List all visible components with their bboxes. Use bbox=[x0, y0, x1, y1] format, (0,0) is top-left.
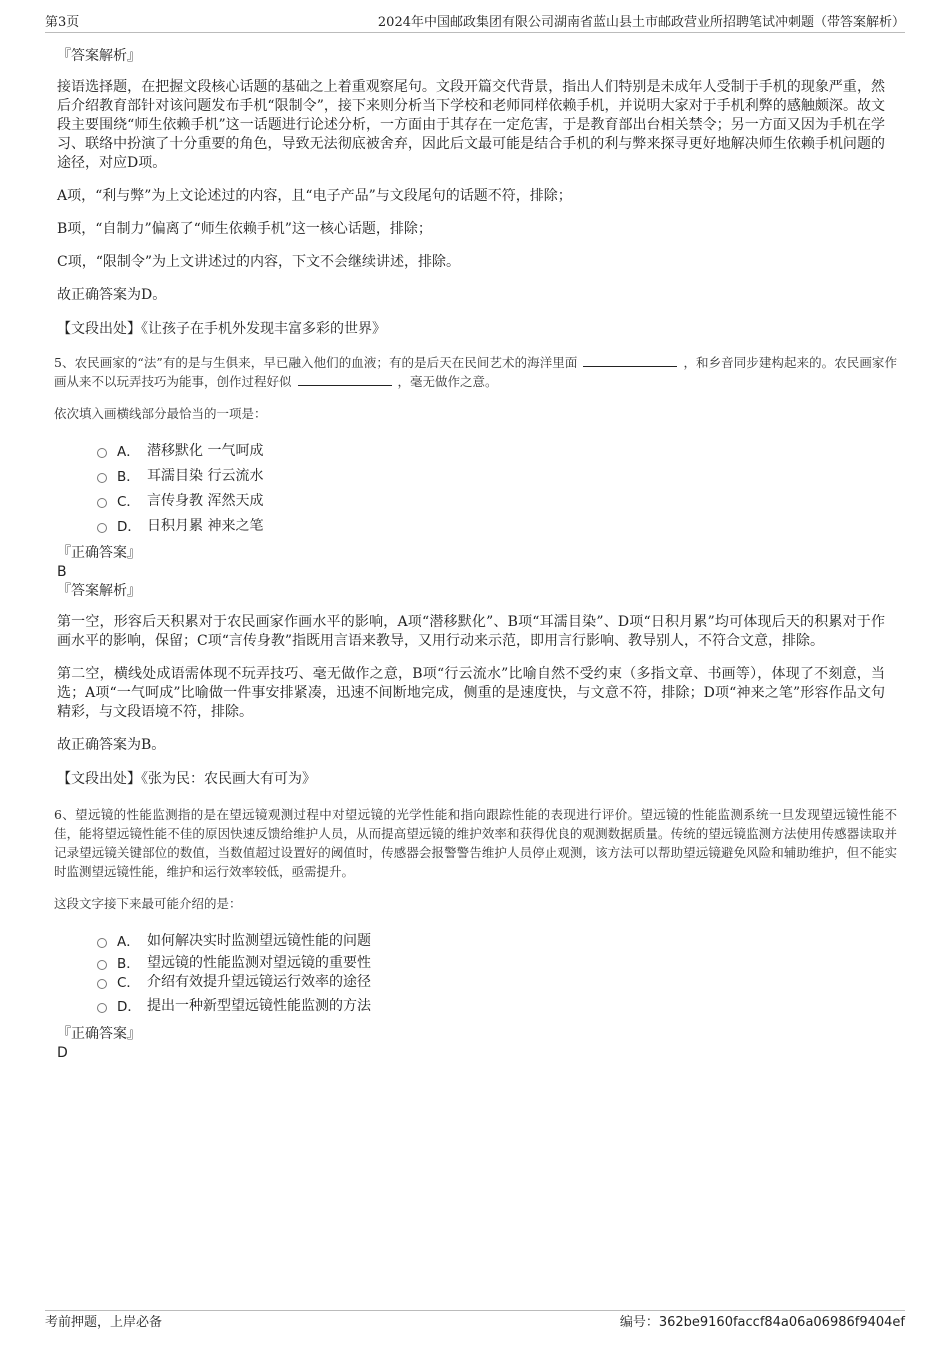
page-content bbox=[54, 46, 897, 1062]
q5-option-d[interactable] bbox=[97, 512, 897, 537]
q5-analysis-paragraph: 故正确答案为B。 bbox=[57, 737, 166, 753]
q6-options bbox=[97, 927, 897, 1020]
q4-analysis-paragraph: 故正确答案为D。 bbox=[57, 287, 167, 303]
footer-slogan: 考前押题，上岸必备 bbox=[45, 1315, 163, 1330]
q5-stem-part: ，和乡音同步建构起来的。农民画家作画从来不以玩弄技巧为能事，创作过程好似 bbox=[54, 355, 897, 389]
radio-button[interactable] bbox=[97, 498, 107, 508]
radio-button[interactable] bbox=[97, 979, 107, 989]
option-letter: C． bbox=[117, 974, 140, 991]
option-letter: C． bbox=[117, 493, 140, 510]
q5-prompt: 依次填入画横线部分最恰当的一项是： bbox=[54, 406, 267, 421]
q4-analysis-paragraph: 接语选择题，在把握文段核心话题的基础之上着重观察尾句。文段开篇交代背景，指出人们特别是未成年人受制于手机的现象严重，然后介绍教育部针对该问题发布手机“限制令”，接下来则分析当下学校和老师同样依赖手机，并说明大家对于手机利弊的感触颇深。故文段主要围绕“师生依赖手机”这一话题进行论述分析，一方面由于其存在一定危害，于是教育部出台相关禁令；另一方面又因为手机在学习、联络中扮演了十分重要的角色，导致无法彻底被舍弃，因此后文最可能是结合手机的利与弊来探寻更好地解决师生依赖手机问题的途径，对应D项。 bbox=[57, 79, 885, 171]
q5-options bbox=[97, 437, 897, 537]
q6-answer: D bbox=[57, 1045, 68, 1061]
q5-analysis-paragraph: 第二空，横线处成语需体现不玩弄技巧、毫无做作之意，B项“行云流水”比喻自然不受约束（多指文章、书画等），体现了不刻意，当选；A项“一气呵成”比喻做一件事安排紧凑，迅速不间断地完成，侧重的是速度快，与文意不符，排除；D项“神来之笔”形容作品文句精彩，与文段语境不符，排除。 bbox=[57, 666, 885, 720]
option-text: 如何解决实时监测望远镜性能的问题 bbox=[147, 932, 371, 949]
q5-option-b[interactable] bbox=[97, 462, 897, 487]
q5-stem-part: 5、农民画家的“法”有的是与生俱来，早已融入他们的血液；有的是后天在民间艺术的海洋里面 bbox=[54, 355, 578, 370]
q5-analysis-label: 『答案解析』 bbox=[57, 583, 141, 599]
option-letter: A． bbox=[117, 933, 140, 950]
q5-option-c[interactable] bbox=[97, 487, 897, 512]
document-title: 2024年中国邮政集团有限公司湖南省蓝山县土市邮政营业所招聘笔试冲刺题（带答案解析） bbox=[377, 15, 905, 30]
radio-button[interactable] bbox=[97, 938, 107, 948]
q4-analysis-paragraph: A项，“利与弊”为上文论述过的内容，且“电子产品”与文段尾句的话题不符，排除； bbox=[57, 188, 572, 204]
page-header bbox=[45, 14, 905, 33]
q6-option-d[interactable] bbox=[97, 990, 897, 1020]
q6-answer-label: 『正确答案』 bbox=[57, 1026, 141, 1042]
q6-stem: 6、望远镜的性能监测指的是在望远镜观测过程中对望远镜的光学性能和指向跟踪性能的表现进行评价。望远镜的性能监测系统一旦发现望远镜性能不佳，能将望远镜性能不佳的原因快速反馈给维护人员，从而提高望远镜的维护效率和获得优良的观测数据质量。传统的望远镜监测方法使用传感器读取并记录望远镜关键部位的数值，当数值超过设置好的阈值时，传感器会报警警告维护人员停止观测，该方法可以帮助望远镜避免风险和辅助维护，但不能实时监测望远镜性能，维护和运行效率较低，亟需提升。 bbox=[54, 807, 897, 879]
q6-option-c[interactable] bbox=[97, 971, 897, 990]
q5-answer: B bbox=[57, 564, 67, 580]
footer-code-value: 362be9160faccf84a06a06986f9404ef bbox=[658, 1315, 905, 1330]
q4-analysis-label: 『答案解析』 bbox=[57, 48, 141, 64]
radio-button[interactable] bbox=[97, 448, 107, 458]
q5-analysis-paragraph: 第一空，形容后天积累对于农民画家作画水平的影响，A项“潜移默化”、B项“耳濡目染”、D项“日积月累”均可体现后天的积累对于作画水平的影响，保留；C项“言传身教”指既用言语来教导，又用行动来示范，即用言行影响、教导别人，不符合文意，排除。 bbox=[57, 614, 885, 649]
radio-button[interactable] bbox=[97, 473, 107, 483]
q4-analysis-paragraph: B项，“自制力”偏离了“师生依赖手机”这一核心话题，排除； bbox=[57, 221, 432, 237]
radio-button[interactable] bbox=[97, 523, 107, 533]
radio-button[interactable] bbox=[97, 960, 107, 970]
fill-blank bbox=[583, 354, 677, 367]
option-text: 介绍有效提升望远镜运行效率的途径 bbox=[147, 973, 371, 990]
q5-stem bbox=[54, 353, 897, 391]
q5-answer-label: 『正确答案』 bbox=[57, 545, 141, 561]
q4-source: 【文段出处】《让孩子在手机外发现丰富多彩的世界》 bbox=[57, 321, 386, 337]
option-letter: B． bbox=[117, 468, 140, 485]
q6-prompt: 这段文字接下来最可能介绍的是： bbox=[54, 896, 242, 911]
fill-blank bbox=[298, 373, 392, 386]
q5-option-a[interactable] bbox=[97, 437, 897, 462]
option-text: 言传身教 浑然天成 bbox=[147, 492, 264, 509]
option-text: 日积月累 神来之笔 bbox=[147, 517, 264, 534]
footer-code-label: 编号： bbox=[619, 1315, 659, 1330]
page-number: 第3页 bbox=[45, 15, 80, 30]
option-letter: A． bbox=[117, 443, 140, 460]
option-letter: D． bbox=[117, 518, 141, 535]
q6-option-b[interactable] bbox=[97, 952, 897, 971]
page-footer bbox=[45, 1310, 905, 1333]
option-text: 潜移默化 一气呵成 bbox=[147, 442, 264, 459]
footer-code bbox=[620, 1313, 905, 1333]
radio-button[interactable] bbox=[97, 1003, 107, 1013]
q5-source: 【文段出处】《张为民：农民画大有可为》 bbox=[57, 771, 316, 787]
option-letter: B． bbox=[117, 955, 140, 972]
q4-analysis-paragraph: C项，“限制令”为上文讲述过的内容，下文不会继续讲述，排除。 bbox=[57, 254, 461, 270]
q6-option-a[interactable] bbox=[97, 927, 897, 952]
option-letter: D． bbox=[117, 999, 141, 1015]
option-text: 望远镜的性能监测对望远镜的重要性 bbox=[147, 954, 371, 971]
q5-stem-part: ，毫无做作之意。 bbox=[397, 374, 498, 389]
option-text: 提出一种新型望远镜性能监测的方法 bbox=[147, 998, 371, 1014]
option-text: 耳濡目染 行云流水 bbox=[147, 467, 264, 484]
